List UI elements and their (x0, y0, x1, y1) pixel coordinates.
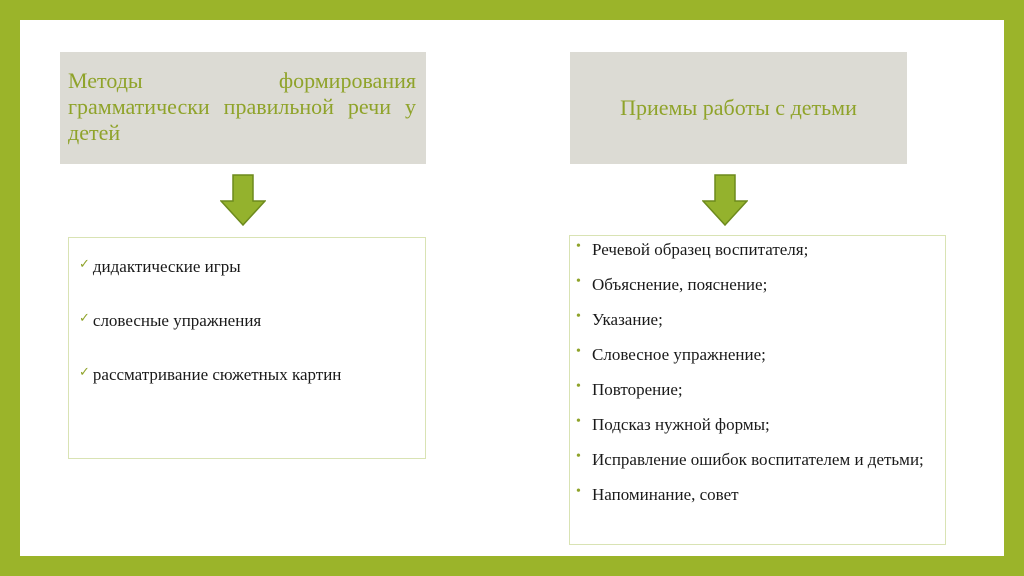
methods-header (60, 52, 426, 164)
techniques-header-title: Приемы работы с детьми (620, 95, 857, 120)
arrow-down-icon (702, 174, 748, 226)
list-item: • Повторение; (576, 379, 683, 399)
list-item: ✓ рассматривание сюжетных картин (79, 364, 342, 384)
checkmark-icon: ✓ (79, 364, 90, 379)
list-item: • Подсказ нужной формы; (576, 414, 770, 434)
bullet-icon: • (576, 414, 581, 429)
slide (20, 20, 1004, 556)
list-item: ✓ дидактические игры (79, 256, 241, 276)
methods-header-title: Методы формирования грамматически правильной речи у детей (68, 68, 416, 145)
arrow-down-icon (220, 174, 266, 226)
techniques-list (569, 235, 946, 545)
list-item: • Указание; (576, 309, 663, 329)
bullet-icon: • (576, 239, 581, 254)
bullet-icon: • (576, 449, 581, 464)
list-item: • Исправление ошибок воспитателем и детьми; (576, 449, 924, 469)
list-item: • Объяснение, пояснение; (576, 274, 768, 294)
list-item: • Словесное упражнение; (576, 344, 766, 364)
list-item: • Напоминание, совет (576, 484, 739, 504)
list-item: ✓ словесные упражнения (79, 310, 262, 330)
bullet-icon: • (576, 344, 581, 359)
techniques-header (570, 52, 907, 164)
bullet-icon: • (576, 484, 581, 499)
checkmark-icon: ✓ (79, 256, 90, 271)
bullet-icon: • (576, 274, 581, 289)
methods-list (68, 237, 426, 459)
checkmark-icon: ✓ (79, 310, 90, 325)
bullet-icon: • (576, 309, 581, 324)
list-item: • Речевой образец воспитателя; (576, 239, 809, 259)
bullet-icon: • (576, 379, 581, 394)
